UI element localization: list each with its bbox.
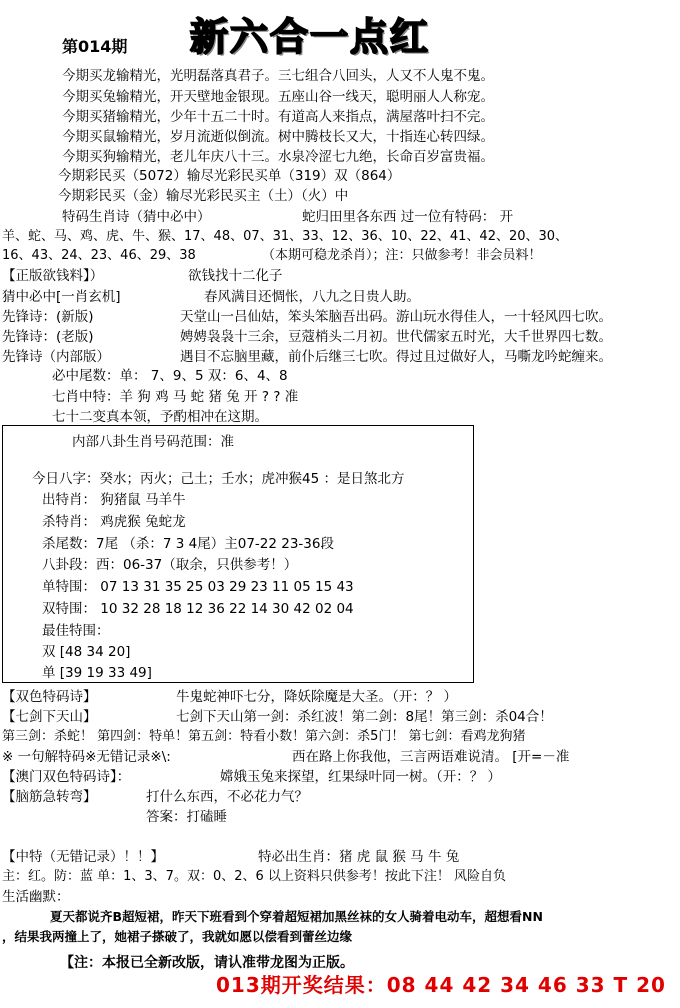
zodiac-numbers-1: 羊、蛇、马、鸡、虎、牛、猴、17、48、07、31、33、12、36、10、22、41、42、20、30、 bbox=[2, 229, 569, 244]
box-kill-tail: 杀尾数：7尾 （杀：7 3 4尾）主07-22 23-36段 bbox=[42, 536, 334, 552]
zhongte-label: 【中特（无错记录）！！】 bbox=[2, 849, 164, 865]
pioneer-text-internal: 遇目不忘脑里藏，前仆后继三七吹。得过且过做好人，马嘶龙吟蛇缠来。 bbox=[180, 349, 612, 365]
riddle-label: 【脑筋急转弯】 bbox=[2, 789, 97, 805]
box-bazi: 今日八字：癸水；丙火；己土；壬水；虎冲猴45 ：是日煞北方 bbox=[32, 471, 405, 487]
box-single-range: 单特围： 07 13 31 35 25 03 29 23 11 05 15 43 bbox=[42, 579, 354, 595]
seven-zodiac: 七肖中特：羊 狗 鸡 马 蛇 猪 兔 开 ? ? 准 bbox=[52, 389, 299, 405]
poem-line-2: 今期买兔输精光，开天壁地金银现。五座山谷一线天，聪明丽人人称宠。 bbox=[62, 89, 494, 105]
caimin-line-1: 今期彩民买（5072）输尽光彩民买单（319）双（864） bbox=[58, 168, 401, 184]
poem-line-1: 今期买龙输精光，光明磊落真君子。三七组合八回头，人又不人鬼不鬼。 bbox=[62, 68, 494, 84]
page-title: 新六合一点红 bbox=[190, 14, 431, 59]
caimin-line-2: 今期彩民买（金）输尽光彩民买主（土）（火）中 bbox=[58, 188, 349, 204]
sword-line-1: 七剑下天山第一剑：杀红波！第二剑：8尾！第三剑：杀04合！ bbox=[176, 709, 553, 725]
box-best-double: 双 [48 34 20] bbox=[42, 644, 131, 660]
tema-title: 特码生肖诗（猜中必中） bbox=[62, 209, 211, 225]
humor-line-2: ，结果我两撞上了，她裙子搽破了，我就如愿以偿看到蕾丝边缘 bbox=[2, 929, 353, 944]
humor-label: 生活幽默： bbox=[2, 889, 70, 905]
main-line: 主：红。防：蓝 单：1、3、7。双：0、2、6 以上资料只供参考！按此下注！ 风险自负 bbox=[2, 869, 507, 884]
macau-label: 【澳门双色特码诗】： bbox=[2, 769, 131, 785]
box-out-zodiac: 出特肖： 狗猪鼠 马羊牛 bbox=[42, 492, 186, 508]
shuangse-text: 牛鬼蛇神吓七分，降妖除魔是大圣。（开：？ ） bbox=[176, 689, 458, 705]
poem-line-4: 今期买鼠输精光，岁月流逝似倒流。树中腾枝长又大，十指连心转四绿。 bbox=[62, 129, 494, 145]
xuanji-label: 猜中必中[一肖玄机] bbox=[2, 289, 121, 305]
yiju-text: 西在路上你我他，三言两语难说清。 [开=－准 bbox=[292, 749, 570, 765]
riddle-question: 打什么东西，不必花力气？ bbox=[146, 789, 308, 805]
pioneer-text-new: 天堂山一吕仙姑，笨头笨脑吾出码。游山玩水得佳人，一十轻风四七吹。 bbox=[180, 309, 612, 325]
box-best-label: 最佳特围： bbox=[42, 623, 110, 639]
box-bagua: 八卦段：西：06-37（取余，只供参考！） bbox=[42, 557, 298, 573]
macau-text: 嫦娥玉兔来探望，红果绿叶同一树。（开：？ ） bbox=[220, 769, 502, 785]
box-best-single: 单 [39 19 33 49] bbox=[42, 665, 152, 681]
zhongte-text: 特必出生肖：猪 虎 鼠 猴 马 牛 兔 bbox=[258, 849, 460, 865]
pioneer-label-new: 先锋诗：(新版) bbox=[2, 309, 94, 325]
sword-label: 【七剑下天山】 bbox=[2, 709, 97, 725]
humor-line-1: 夏天都说齐B超短裙，昨天下班看到个穿着超短裙加黑丝袜的女人骑着电动车，超想看NN bbox=[50, 909, 543, 924]
poem-line-3: 今期买猪输精光，少年十五二十时。有道高人来指点，满屋落叶扫不完。 bbox=[62, 109, 494, 125]
draw-result: 013期开奖结果：08 44 42 34 46 33 T 20 bbox=[216, 973, 666, 997]
box-kill-zodiac: 杀特肖： 鸡虎猴 兔蛇龙 bbox=[42, 514, 186, 530]
tema-poem: 蛇归田里各东西 过一位有特码： 开 bbox=[302, 209, 514, 225]
xuanji-text: 春风满目还惆怅，八九之日贵人助。 bbox=[204, 289, 420, 305]
pioneer-text-old: 娉娉袅袅十三余，豆蔻梢头二月初。世代儒家五时光，大千世界四七数。 bbox=[180, 329, 612, 345]
poem-line-5: 今期买狗输精光，老儿年庆八十三。水泉冷涩七九绝，长命百岁富贵福。 bbox=[62, 149, 494, 165]
pioneer-label-internal: 先锋诗（内部版） bbox=[2, 349, 110, 365]
zodiac-note: （本期可稳龙杀肖）；注：只做参考！非会员料！ bbox=[262, 248, 542, 263]
zodiac-numbers-2: 16、43、24、23、46、29、38 bbox=[2, 248, 196, 263]
issue-number: 第014期 bbox=[62, 37, 128, 56]
box-double-range: 双特围： 10 32 28 18 12 36 22 14 30 42 02 04 bbox=[42, 601, 354, 617]
notice: 【注：本报已全新改版，请认准带龙图为正版。 bbox=[60, 955, 354, 971]
pioneer-label-old: 先锋诗：(老版) bbox=[2, 329, 94, 345]
ban-label: 【正版欲钱料】） bbox=[2, 268, 104, 284]
box-heading: 内部八卦生肖号码范围：准 bbox=[72, 434, 234, 450]
sword-line-2: 第三剑：杀蛇！ 第四剑：特单！第五剑：特看小数！第六剑：杀5门！ 第七剑：看鸡龙狗猪 bbox=[2, 729, 526, 744]
tail-numbers: 必中尾数：单： 7、9、5 双：6、4、8 bbox=[52, 368, 288, 384]
ban-text: 欲钱找十二化子 bbox=[188, 268, 283, 284]
shuangse-label: 【双色特码诗】 bbox=[2, 689, 97, 705]
riddle-answer: 答案：打磕睡 bbox=[146, 809, 227, 825]
yiju-label: ※ 一句解特码※无错记录※\: bbox=[2, 749, 171, 765]
seventy-two-line: 七十二变真本领，予酌相冲在这期。 bbox=[52, 409, 268, 425]
